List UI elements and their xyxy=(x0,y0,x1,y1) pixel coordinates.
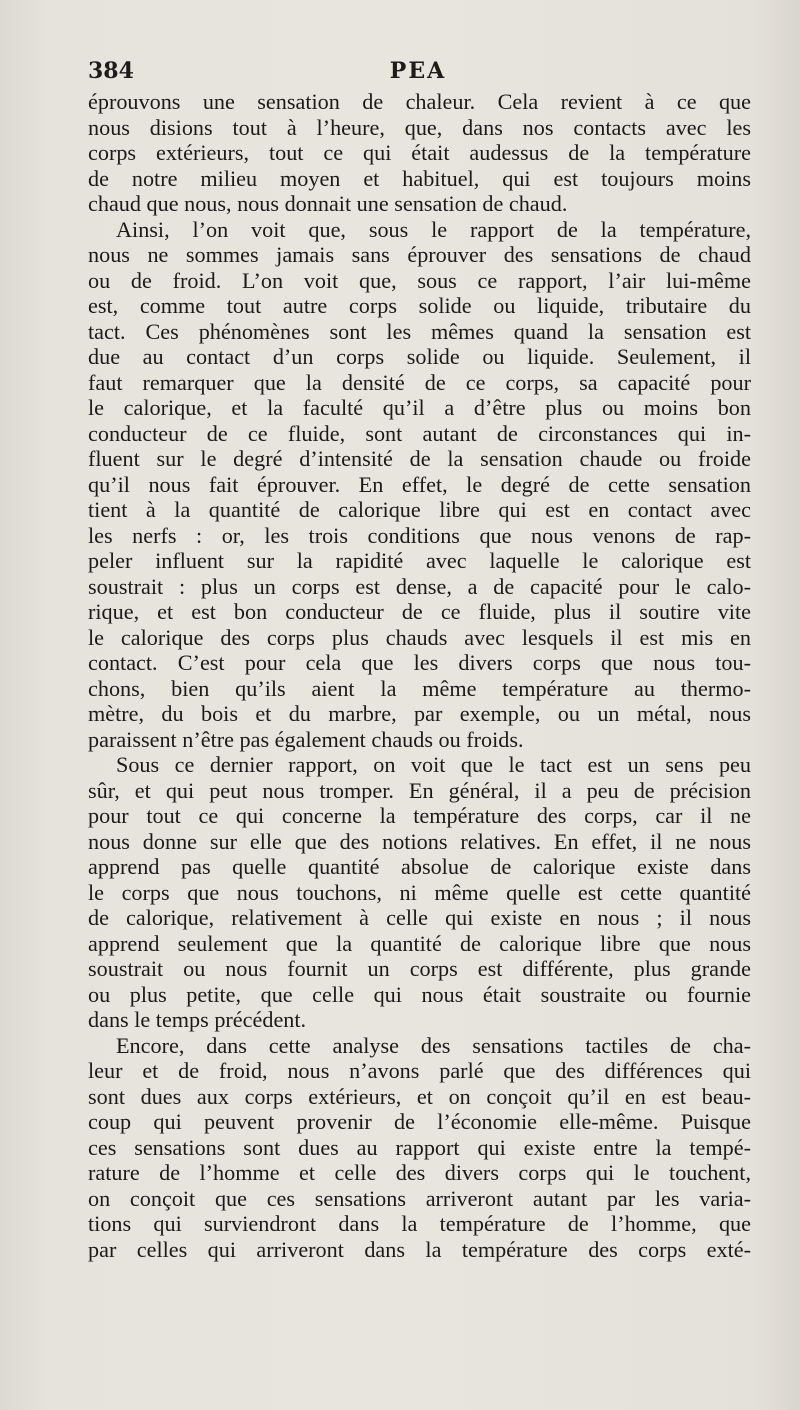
text-line: contact. C’est pour cela que les divers corps que nous tou- xyxy=(88,650,751,675)
body-text xyxy=(88,89,751,1262)
text-line: fluent sur le degré d’intensité de la sensation chaude ou froide xyxy=(88,446,751,471)
text-line: due au contact d’un corps solide ou liquide. Seulement, il xyxy=(88,344,751,369)
text-line: peler influent sur la rapidité avec laquelle le calorique est xyxy=(88,548,751,573)
text-line: on conçoit que ces sensations arriveront autant par les varia- xyxy=(88,1185,751,1211)
text-line: par celles qui arriveront dans la température des corps exté- xyxy=(88,1236,751,1262)
text-line: les nerfs : or, les trois conditions que nous venons de rap- xyxy=(88,522,751,548)
text-line: leur et de froid, nous n’avons parlé que des différences qui xyxy=(88,1058,751,1083)
text-line: sont dues aux corps extérieurs, et on conçoit qu’il en est beau- xyxy=(88,1083,751,1109)
text-line: Encore, dans cette analyse des sensations tactiles de cha- xyxy=(116,1032,751,1058)
text-line: le calorique des corps plus chauds avec lesquels il est mis en xyxy=(88,624,751,650)
text-line: chaud que nous, nous donnait une sensation de chaud. xyxy=(88,191,568,216)
paragraph xyxy=(88,1033,751,1263)
text-line: paraissent n’être pas également chauds ou froids. xyxy=(88,726,524,752)
text-line: nous disions tout à l’heure, que, dans nos contacts avec les xyxy=(88,114,751,140)
text-line: tient à la quantité de calorique libre qui est en contact avec xyxy=(88,497,751,522)
paragraph xyxy=(88,89,751,217)
page-header xyxy=(88,58,748,90)
text-line: est, comme tout autre corps solide ou liquide, tributaire du xyxy=(88,293,751,318)
text-line: le calorique, et la faculté qu’il a d’être plus ou moins bon xyxy=(88,395,751,420)
text-line: sûr, et qui peut nous tromper. En général, il a peu de précision xyxy=(88,777,751,803)
text-line: ces sensations sont dues au rapport qui existe entre la tempé- xyxy=(88,1134,751,1160)
paragraph xyxy=(88,752,751,1033)
text-line: éprouvons une sensation de chaleur. Cela revient à ce que xyxy=(88,89,751,114)
text-line: dans le temps précédent. xyxy=(88,1007,307,1032)
page-number: 384 xyxy=(88,58,134,84)
text-line: mètre, du bois et du marbre, par exemple, ou un métal, nous xyxy=(88,701,751,726)
text-line: de notre milieu moyen et habituel, qui est toujours moins xyxy=(88,165,751,191)
paragraph xyxy=(88,217,751,753)
text-line: soustrait ou nous fournit un corps est différente, plus grande xyxy=(88,956,751,981)
text-line: Ainsi, l’on voit que, sous le rapport de la température, xyxy=(116,216,751,242)
text-line: nous donne sur elle que des notions relatives. En effet, il ne nous xyxy=(88,828,751,854)
text-line: tions qui surviendront dans la température de l’homme, que xyxy=(88,1211,751,1236)
text-line: faut remarquer que la densité de ce corps, sa capacité pour xyxy=(88,369,751,395)
text-line: apprend pas quelle quantité absolue de calorique existe dans xyxy=(88,854,751,879)
text-line: de calorique, relativement à celle qui existe en nous ; il nous xyxy=(88,905,751,930)
text-line: apprend seulement que la quantité de calorique libre que nous xyxy=(88,930,751,956)
text-line: corps extérieurs, tout ce qui était audessus de la température xyxy=(88,140,751,165)
text-line: Sous ce dernier rapport, on voit que le tact est un sens peu xyxy=(116,752,751,777)
text-line: conducteur de ce fluide, sont autant de circonstances qui in- xyxy=(88,420,751,446)
text-line: ou plus petite, que celle qui nous était soustraite ou fournie xyxy=(88,981,751,1007)
text-line: le corps que nous touchons, ni même quelle est cette quantité xyxy=(88,879,751,905)
text-line: rature de l’homme et celle des divers corps qui le touchent, xyxy=(88,1160,751,1185)
text-line: rique, et est bon conducteur de ce fluide, plus il soutire vite xyxy=(88,599,751,624)
text-line: chons, bien qu’ils aient la même température au thermo- xyxy=(88,675,751,701)
text-line: coup qui peuvent provenir de l’économie elle-même. Puisque xyxy=(88,1109,751,1134)
running-head: PEA xyxy=(389,58,447,84)
text-line: qu’il nous fait éprouver. En effet, le degré de cette sensation xyxy=(88,471,751,497)
text-line: pour tout ce qui concerne la température des corps, car il ne xyxy=(88,803,751,828)
text-line: tact. Ces phénomènes sont les mêmes quand la sensation est xyxy=(88,318,751,344)
text-line: ou de froid. L’on voit que, sous ce rapport, l’air lui-même xyxy=(88,267,751,293)
text-line: soustrait : plus un corps est dense, a de capacité pour le calo- xyxy=(88,573,751,599)
text-line: nous ne sommes jamais sans éprouver des sensations de chaud xyxy=(88,242,751,267)
